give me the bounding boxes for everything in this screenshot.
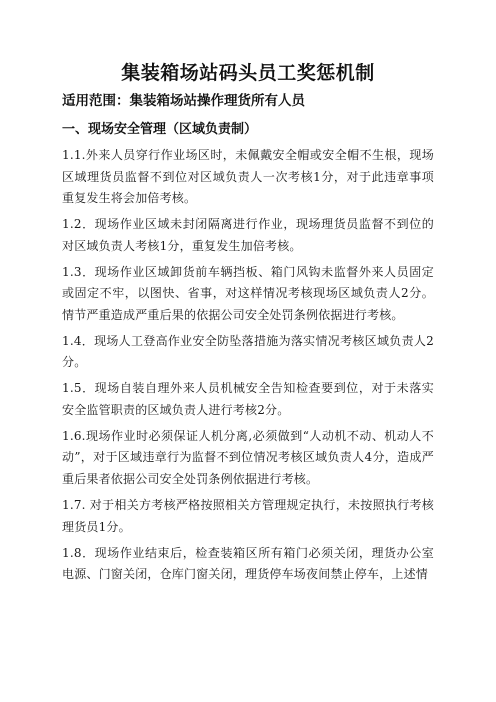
clause-1-3: 1.3．现场作业区域卸货前车辆挡板、箱门风钩未监督外来人员固定或固定不牢，以图快、省事，对这样情况考核现场区域负责人2分。情节严重造成严重后果的依据公司安全处罚条例依据进行考核。 <box>62 264 434 322</box>
clause-1-2: 1.2．现场作业区域未封闭隔离进行作业，现场理货员监督不到位的对区域负责人考核1分，重复发生加倍考核。 <box>62 217 434 253</box>
section-body <box>62 145 434 590</box>
clause-1-5: 1.5．现场自装自理外来人员机械安全告知检查要到位，对于未落实安全监管职责的区域负责人进行考核2分。 <box>62 381 434 417</box>
section-heading: 一、现场安全管理（区域负责制） <box>62 122 258 137</box>
clause-1-7: 1.7. 对于相关方考核严格按照相关方管理规定执行，未按照执行考核理货员1分。 <box>62 498 434 534</box>
clause-1-8: 1.8．现场作业结束后，检查装箱区所有箱门必须关闭，理货办公室电源、门窗关闭，仓库门窗关闭，理货停车场夜间禁止停车，上述情 <box>62 545 434 582</box>
clause-1-6: 1.6.现场作业时必须保证人机分离,必须做到“人动机不动、机动人不动”，对于区域违章行为监督不到位情况考核区域负责人4分，造成严重后果者依据公司安全处罚条例依据进行考核。 <box>62 428 434 486</box>
clause-1-4: 1.4．现场人工登高作业安全防坠落措施为落实情况考核区域负责人2分。 <box>62 333 434 370</box>
document-title: 集装箱场站码头员工奖惩机制 <box>121 62 375 84</box>
clause-1-1: 1.1.外来人员穿行作业场区时，未佩戴安全帽或安全帽不生根，现场区域理货员监督不到位对区域负责人一次考核1分，对于此违章事项重复发生将会加倍考核。 <box>62 148 434 205</box>
scope-line: 适用范围：集装箱场站操作理货所有人员 <box>62 93 305 109</box>
